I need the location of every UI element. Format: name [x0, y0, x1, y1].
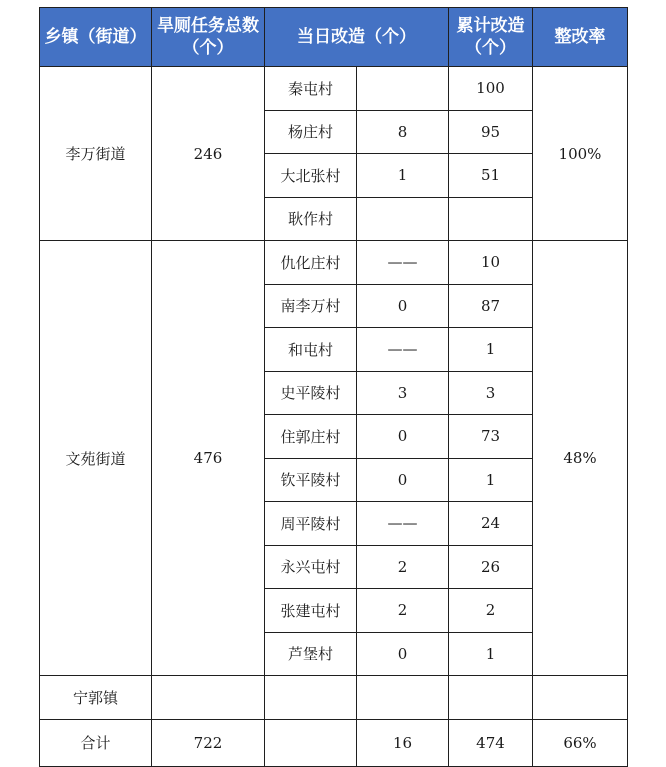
header-rate: 整改率	[533, 8, 628, 67]
village-cell: 钦平陵村	[265, 458, 357, 502]
header-task-total: 旱厕任务总数（个）	[152, 8, 265, 67]
total-task: 722	[152, 719, 265, 766]
cumulative-cell: 95	[449, 110, 533, 154]
town-cell: 文苑街道	[40, 241, 152, 676]
daily-cell: 1	[357, 154, 449, 198]
rate-cell: 100%	[533, 67, 628, 241]
cumulative-cell: 100	[449, 67, 533, 111]
cumulative-cell: 24	[449, 502, 533, 546]
cumulative-cell: 1	[449, 458, 533, 502]
total-cumulative: 474	[449, 719, 533, 766]
village-cell: 仇化庄村	[265, 241, 357, 285]
daily-cell: 8	[357, 110, 449, 154]
cumulative-cell	[449, 197, 533, 241]
cumulative-cell: 3	[449, 371, 533, 415]
table-row	[40, 676, 628, 720]
header-row	[40, 8, 628, 67]
cumulative-cell: 87	[449, 284, 533, 328]
total-village	[265, 719, 357, 766]
village-cell: 住郭庄村	[265, 415, 357, 459]
toilet-renovation-table	[39, 7, 628, 767]
village-cell: 史平陵村	[265, 371, 357, 415]
village-cell: 耿作村	[265, 197, 357, 241]
daily-cell: 2	[357, 545, 449, 589]
village-cell: 大北张村	[265, 154, 357, 198]
table-row	[40, 241, 628, 285]
total-label: 合计	[40, 719, 152, 766]
total-daily: 16	[357, 719, 449, 766]
daily-cell: ——	[357, 241, 449, 285]
village-cell: 芦堡村	[265, 632, 357, 676]
daily-cell: 0	[357, 632, 449, 676]
village-cell: 永兴屯村	[265, 545, 357, 589]
village-cell: 张建屯村	[265, 589, 357, 633]
village-cell: 杨庄村	[265, 110, 357, 154]
cumulative-cell	[449, 676, 533, 720]
cumulative-cell: 10	[449, 241, 533, 285]
daily-cell: ——	[357, 328, 449, 372]
daily-cell: 3	[357, 371, 449, 415]
daily-cell: 0	[357, 284, 449, 328]
total-rate: 66%	[533, 719, 628, 766]
daily-cell	[357, 67, 449, 111]
village-cell	[265, 676, 357, 720]
village-cell: 和屯村	[265, 328, 357, 372]
town-cell: 李万街道	[40, 67, 152, 241]
daily-cell	[357, 676, 449, 720]
rate-cell	[533, 676, 628, 720]
village-cell: 秦屯村	[265, 67, 357, 111]
daily-cell: 0	[357, 415, 449, 459]
town-cell: 宁郭镇	[40, 676, 152, 720]
village-cell: 周平陵村	[265, 502, 357, 546]
daily-cell: 0	[357, 458, 449, 502]
cumulative-cell: 26	[449, 545, 533, 589]
daily-cell: 2	[357, 589, 449, 633]
daily-cell	[357, 197, 449, 241]
cumulative-cell: 1	[449, 632, 533, 676]
rate-cell: 48%	[533, 241, 628, 676]
task-cell	[152, 676, 265, 720]
header-town: 乡镇（街道）	[40, 8, 152, 67]
cumulative-cell: 2	[449, 589, 533, 633]
village-cell: 南李万村	[265, 284, 357, 328]
header-cumulative: 累计改造（个）	[449, 8, 533, 67]
cumulative-cell: 51	[449, 154, 533, 198]
cumulative-cell: 1	[449, 328, 533, 372]
cumulative-cell: 73	[449, 415, 533, 459]
task-cell: 476	[152, 241, 265, 676]
table-row	[40, 67, 628, 111]
daily-cell: ——	[357, 502, 449, 546]
task-cell: 246	[152, 67, 265, 241]
header-daily: 当日改造（个）	[265, 8, 449, 67]
total-row	[40, 719, 628, 766]
